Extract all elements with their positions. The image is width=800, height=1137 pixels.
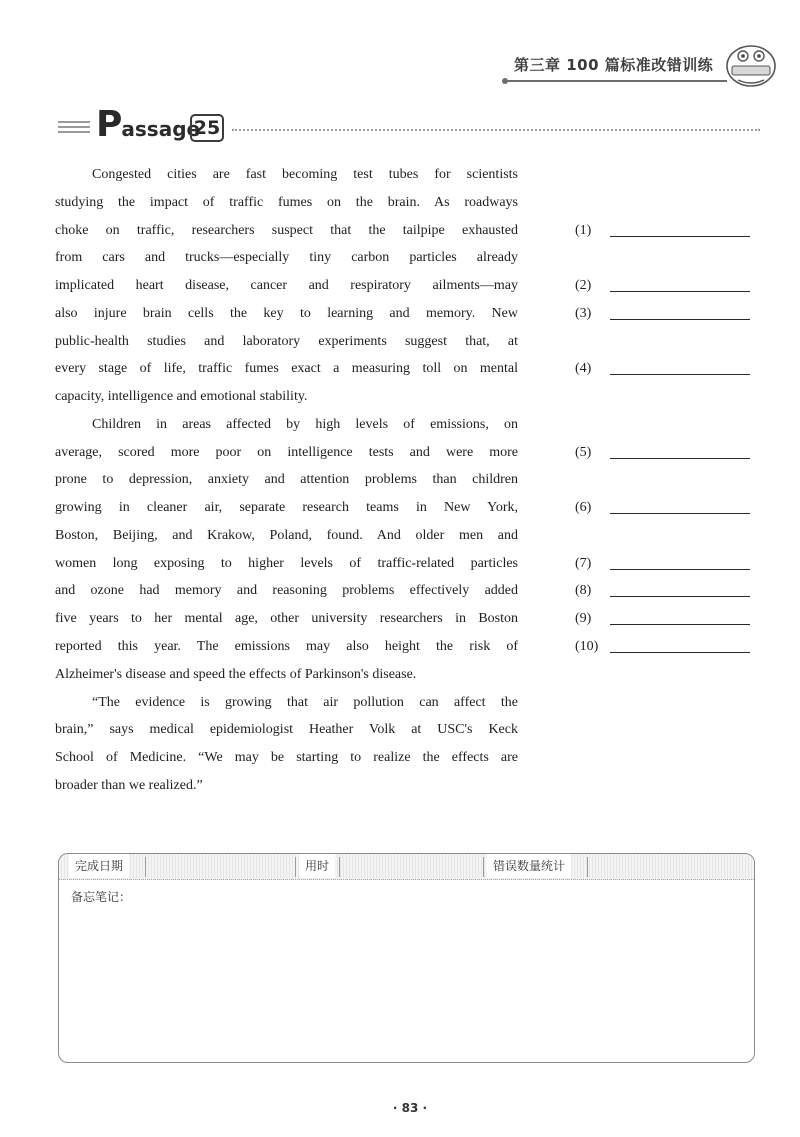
- page-number: · 83 ·: [392, 1101, 428, 1115]
- passage-line: brain,” says medical epidemiologist Heather Volk at USC's Keck: [55, 722, 518, 737]
- answer-line[interactable]: [610, 291, 750, 292]
- memo-separator: [339, 857, 340, 877]
- memo-header-bar: [59, 854, 754, 880]
- answer-blank[interactable]: [575, 634, 755, 660]
- heading-dotted-rule: [232, 129, 760, 131]
- answer-blank[interactable]: [575, 551, 755, 577]
- answer-line[interactable]: [610, 569, 750, 570]
- answer-line[interactable]: [610, 458, 750, 459]
- passage-line: implicated heart disease, cancer and respiratory ailments—may: [55, 278, 518, 293]
- answer-line[interactable]: [610, 319, 750, 320]
- passage-line: Alzheimer's disease and speed the effects of Parkinson's disease.: [55, 667, 417, 682]
- memo-separator: [483, 857, 484, 877]
- passage-line: women long exposing to higher levels of traffic-related particles: [55, 556, 518, 571]
- error-count-label: 错误数量统计: [487, 854, 571, 878]
- passage-line: from cars and trucks—especially tiny carbon particles already: [55, 250, 518, 265]
- answer-number: (3): [575, 306, 592, 321]
- header-rule: [505, 80, 727, 82]
- answer-blank[interactable]: [575, 578, 755, 604]
- passage-line: five years to her mental age, other university researchers in Boston: [55, 611, 518, 626]
- passage-line: Congested cities are fast becoming test tubes for scientists: [92, 167, 518, 182]
- answer-line[interactable]: [610, 236, 750, 237]
- answer-blank[interactable]: [575, 356, 755, 382]
- passage-line: broader than we realized.”: [55, 778, 203, 793]
- passage-line: choke on traffic, researchers suspect that the tailpipe exhausted: [55, 223, 518, 238]
- time-used-label: 用时: [299, 854, 335, 878]
- passage-line: prone to depression, anxiety and attention problems than children: [55, 472, 518, 487]
- completion-date-label: 完成日期: [69, 854, 129, 878]
- passage-line: public-health studies and laboratory experiments suggest that, at: [55, 334, 518, 349]
- passage-line: “The evidence is growing that air pollution can affect the: [92, 695, 518, 710]
- passage-line: Boston, Beijing, and Krakow, Poland, found. And older men and: [55, 528, 518, 543]
- passage-line: Children in areas affected by high levels of emissions, on: [92, 417, 518, 432]
- answer-blank[interactable]: [575, 218, 755, 244]
- passage-line: School of Medicine. “We may be starting to realize the effects are: [55, 750, 518, 765]
- answer-blank[interactable]: [575, 301, 755, 327]
- memo-separator: [145, 857, 146, 877]
- passage-line: capacity, intelligence and emotional stability.: [55, 389, 308, 404]
- passage-label: Passage: [96, 104, 201, 145]
- passage-line: studying the impact of traffic fumes on the brain. As roadways: [55, 195, 518, 210]
- passage-line: average, scored more poor on intelligence tests and were more: [55, 445, 518, 460]
- answer-number: (1): [575, 223, 592, 238]
- mascot-icon: [724, 42, 778, 88]
- answer-line[interactable]: [610, 513, 750, 514]
- chapter-title: 第三章 100 篇标准改错训练: [514, 56, 714, 74]
- answer-line[interactable]: [610, 374, 750, 375]
- answer-blank[interactable]: [575, 495, 755, 521]
- answer-line[interactable]: [610, 652, 750, 653]
- passage-line: and ozone had memory and reasoning problems effectively added: [55, 583, 518, 598]
- heading-dashes: [58, 121, 90, 136]
- passage-number: 25: [190, 114, 224, 142]
- answer-line[interactable]: [610, 596, 750, 597]
- answer-number: (6): [575, 500, 592, 515]
- answer-number: (9): [575, 611, 592, 626]
- answer-number: (4): [575, 361, 592, 376]
- passage-line: reported this year. The emissions may also height the risk of: [55, 639, 518, 654]
- answer-number: (7): [575, 556, 592, 571]
- memo-separator: [587, 857, 588, 877]
- passage-line: every stage of life, traffic fumes exact a measuring toll on mental: [55, 361, 518, 376]
- passage-line: growing in cleaner air, separate research teams in New York,: [55, 500, 518, 515]
- notes-label: 备忘笔记：: [71, 890, 132, 904]
- memo-box: [58, 853, 755, 1063]
- answer-number: (8): [575, 583, 592, 598]
- answer-blank[interactable]: [575, 273, 755, 299]
- passage-line: also injure brain cells the key to learning and memory. New: [55, 306, 518, 321]
- answer-blank[interactable]: [575, 440, 755, 466]
- answer-number: (2): [575, 278, 592, 293]
- memo-separator: [295, 857, 296, 877]
- answer-blank[interactable]: [575, 606, 755, 632]
- answer-line[interactable]: [610, 624, 750, 625]
- answer-number: (5): [575, 445, 592, 460]
- answer-number: (10): [575, 639, 599, 654]
